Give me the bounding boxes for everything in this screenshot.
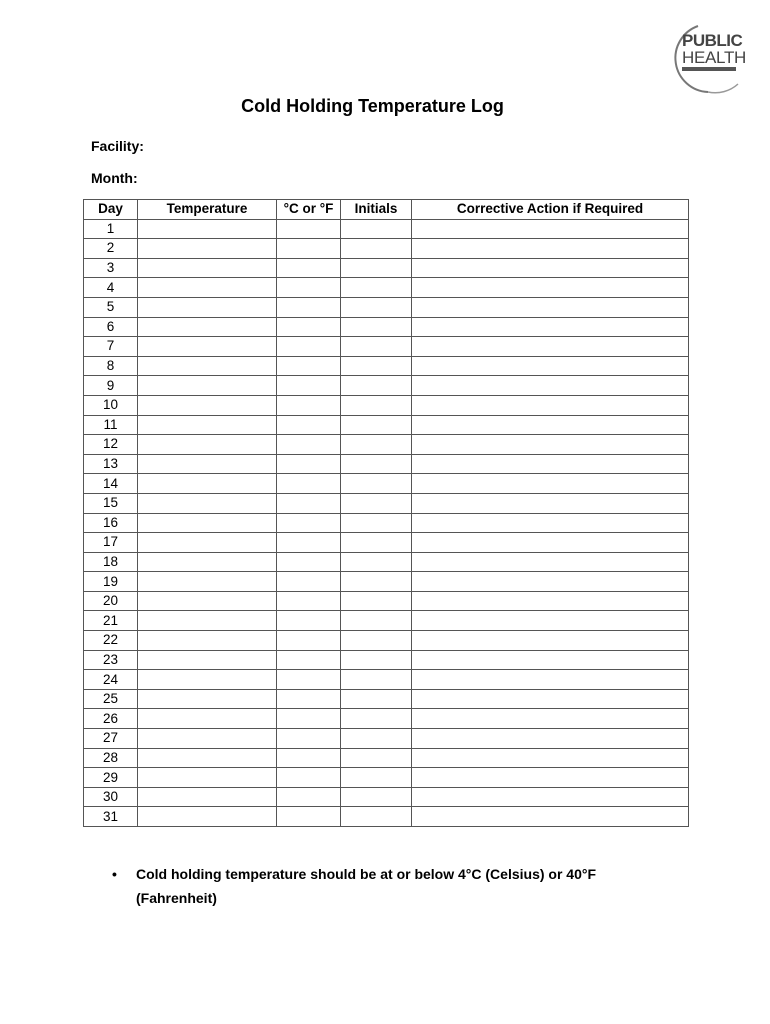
- initials-cell[interactable]: [341, 454, 412, 474]
- day-cell: 28: [84, 748, 138, 768]
- temperature-cell[interactable]: [138, 631, 277, 651]
- day-cell: 12: [84, 435, 138, 455]
- temperature-cell[interactable]: [138, 454, 277, 474]
- initials-cell[interactable]: [341, 689, 412, 709]
- table-row: [84, 376, 689, 396]
- unit-cell[interactable]: [277, 807, 341, 827]
- day-cell: 18: [84, 552, 138, 572]
- unit-cell[interactable]: [277, 591, 341, 611]
- initials-cell[interactable]: [341, 415, 412, 435]
- table-row: [84, 435, 689, 455]
- temperature-cell[interactable]: [138, 729, 277, 749]
- corrective-action-cell[interactable]: [412, 631, 689, 651]
- day-cell: 11: [84, 415, 138, 435]
- day-cell: 3: [84, 258, 138, 278]
- corrective-action-cell[interactable]: [412, 768, 689, 788]
- table-row: [84, 709, 689, 729]
- corrective-action-cell[interactable]: [412, 395, 689, 415]
- corrective-action-cell[interactable]: [412, 591, 689, 611]
- temperature-cell[interactable]: [138, 513, 277, 533]
- corrective-action-cell[interactable]: [412, 552, 689, 572]
- initials-cell[interactable]: [341, 787, 412, 807]
- temperature-cell[interactable]: [138, 709, 277, 729]
- corrective-action-cell[interactable]: [412, 748, 689, 768]
- initials-cell[interactable]: [341, 395, 412, 415]
- corrective-action-cell[interactable]: [412, 219, 689, 239]
- corrective-action-cell[interactable]: [412, 239, 689, 259]
- day-cell: 1: [84, 219, 138, 239]
- temperature-cell[interactable]: [138, 435, 277, 455]
- day-cell: 16: [84, 513, 138, 533]
- temperature-cell[interactable]: [138, 591, 277, 611]
- day-cell: 31: [84, 807, 138, 827]
- table-row: [84, 356, 689, 376]
- corrective-action-cell[interactable]: [412, 689, 689, 709]
- unit-cell[interactable]: [277, 297, 341, 317]
- temperature-cell[interactable]: [138, 376, 277, 396]
- table-row: [84, 807, 689, 827]
- day-cell: 17: [84, 533, 138, 553]
- temperature-cell[interactable]: [138, 689, 277, 709]
- initials-cell[interactable]: [341, 533, 412, 553]
- day-cell: 8: [84, 356, 138, 376]
- corrective-action-cell[interactable]: [412, 572, 689, 592]
- table-row: [84, 533, 689, 553]
- day-cell: 29: [84, 768, 138, 788]
- temperature-cell[interactable]: [138, 219, 277, 239]
- public-health-logo: [668, 22, 748, 94]
- unit-cell[interactable]: [277, 219, 341, 239]
- corrective-action-cell[interactable]: [412, 317, 689, 337]
- unit-cell[interactable]: [277, 435, 341, 455]
- initials-cell[interactable]: [341, 591, 412, 611]
- corrective-action-cell[interactable]: [412, 650, 689, 670]
- table-row: [84, 493, 689, 513]
- unit-cell[interactable]: [277, 572, 341, 592]
- table-row: [84, 415, 689, 435]
- corrective-action-cell[interactable]: [412, 356, 689, 376]
- day-cell: 30: [84, 787, 138, 807]
- initials-cell[interactable]: [341, 670, 412, 690]
- corrective-action-cell[interactable]: [412, 729, 689, 749]
- day-cell: 24: [84, 670, 138, 690]
- unit-cell[interactable]: [277, 631, 341, 651]
- temperature-cell[interactable]: [138, 317, 277, 337]
- initials-cell[interactable]: [341, 650, 412, 670]
- temperature-cell[interactable]: [138, 787, 277, 807]
- initials-cell[interactable]: [341, 337, 412, 357]
- unit-cell[interactable]: [277, 552, 341, 572]
- table-header-row: [84, 200, 689, 220]
- initials-cell[interactable]: [341, 748, 412, 768]
- unit-cell[interactable]: [277, 356, 341, 376]
- table-row: [84, 689, 689, 709]
- temperature-cell[interactable]: [138, 572, 277, 592]
- day-cell: 27: [84, 729, 138, 749]
- temperature-cell[interactable]: [138, 474, 277, 494]
- unit-cell[interactable]: [277, 278, 341, 298]
- day-cell: 4: [84, 278, 138, 298]
- day-cell: 22: [84, 631, 138, 651]
- corrective-action-cell[interactable]: [412, 474, 689, 494]
- month-label: Month:: [91, 170, 138, 186]
- temperature-cell[interactable]: [138, 748, 277, 768]
- temperature-cell[interactable]: [138, 278, 277, 298]
- temperature-cell[interactable]: [138, 239, 277, 259]
- initials-cell[interactable]: [341, 297, 412, 317]
- header-day: Day: [84, 200, 138, 220]
- initials-cell[interactable]: [341, 768, 412, 788]
- logo-bar: [682, 67, 736, 71]
- day-cell: 21: [84, 611, 138, 631]
- unit-cell[interactable]: [277, 729, 341, 749]
- table-row: [84, 572, 689, 592]
- day-cell: 13: [84, 454, 138, 474]
- facility-label: Facility:: [91, 138, 144, 154]
- temperature-cell[interactable]: [138, 533, 277, 553]
- initials-cell[interactable]: [341, 729, 412, 749]
- day-cell: 9: [84, 376, 138, 396]
- header-initials: Initials: [341, 200, 412, 220]
- initials-cell[interactable]: [341, 572, 412, 592]
- initials-cell[interactable]: [341, 278, 412, 298]
- table-row: [84, 278, 689, 298]
- table-row: [84, 239, 689, 259]
- temperature-cell[interactable]: [138, 337, 277, 357]
- initials-cell[interactable]: [341, 376, 412, 396]
- table-row: [84, 337, 689, 357]
- corrective-action-cell[interactable]: [412, 533, 689, 553]
- corrective-action-cell[interactable]: [412, 297, 689, 317]
- temperature-log-table: [83, 199, 689, 827]
- corrective-action-cell[interactable]: [412, 435, 689, 455]
- day-cell: 2: [84, 239, 138, 259]
- day-cell: 6: [84, 317, 138, 337]
- day-cell: 15: [84, 493, 138, 513]
- unit-cell[interactable]: [277, 376, 341, 396]
- corrective-action-cell[interactable]: [412, 787, 689, 807]
- temperature-cell[interactable]: [138, 356, 277, 376]
- temperature-cell[interactable]: [138, 395, 277, 415]
- temperature-cell[interactable]: [138, 768, 277, 788]
- temperature-cell[interactable]: [138, 552, 277, 572]
- temperature-cell[interactable]: [138, 493, 277, 513]
- initials-cell[interactable]: [341, 258, 412, 278]
- temperature-cell[interactable]: [138, 297, 277, 317]
- corrective-action-cell[interactable]: [412, 709, 689, 729]
- corrective-action-cell[interactable]: [412, 611, 689, 631]
- corrective-action-cell[interactable]: [412, 493, 689, 513]
- table-row: [84, 258, 689, 278]
- unit-cell[interactable]: [277, 415, 341, 435]
- corrective-action-cell[interactable]: [412, 258, 689, 278]
- unit-cell[interactable]: [277, 493, 341, 513]
- header-temperature: Temperature: [138, 200, 277, 220]
- table-row: [84, 297, 689, 317]
- corrective-action-cell[interactable]: [412, 278, 689, 298]
- unit-cell[interactable]: [277, 474, 341, 494]
- day-cell: 20: [84, 591, 138, 611]
- unit-cell[interactable]: [277, 533, 341, 553]
- corrective-action-cell[interactable]: [412, 807, 689, 827]
- corrective-action-cell[interactable]: [412, 513, 689, 533]
- initials-cell[interactable]: [341, 709, 412, 729]
- table-row: [84, 474, 689, 494]
- table-row: [84, 513, 689, 533]
- initials-cell[interactable]: [341, 513, 412, 533]
- table-row: [84, 611, 689, 631]
- table-row: [84, 768, 689, 788]
- table-row: [84, 317, 689, 337]
- corrective-action-cell[interactable]: [412, 376, 689, 396]
- table-row: [84, 591, 689, 611]
- day-cell: 19: [84, 572, 138, 592]
- corrective-action-cell[interactable]: [412, 670, 689, 690]
- day-cell: 14: [84, 474, 138, 494]
- header-corrective-action: Corrective Action if Required: [412, 200, 689, 220]
- day-cell: 5: [84, 297, 138, 317]
- unit-cell[interactable]: [277, 337, 341, 357]
- temperature-cell[interactable]: [138, 807, 277, 827]
- initials-cell[interactable]: [341, 807, 412, 827]
- temperature-cell[interactable]: [138, 611, 277, 631]
- day-cell: 10: [84, 395, 138, 415]
- page-title: Cold Holding Temperature Log: [241, 96, 504, 116]
- table-row: [84, 631, 689, 651]
- logo-line-1: PUBLIC: [682, 31, 743, 50]
- initials-cell[interactable]: [341, 611, 412, 631]
- initials-cell[interactable]: [341, 239, 412, 259]
- day-cell: 23: [84, 650, 138, 670]
- temperature-cell[interactable]: [138, 650, 277, 670]
- table-row: [84, 787, 689, 807]
- unit-cell[interactable]: [277, 317, 341, 337]
- day-cell: 25: [84, 689, 138, 709]
- table-row: [84, 395, 689, 415]
- table-row: [84, 670, 689, 690]
- initials-cell[interactable]: [341, 317, 412, 337]
- temperature-cell[interactable]: [138, 670, 277, 690]
- corrective-action-cell[interactable]: [412, 415, 689, 435]
- unit-cell[interactable]: [277, 239, 341, 259]
- unit-cell[interactable]: [277, 748, 341, 768]
- unit-cell[interactable]: [277, 670, 341, 690]
- table-row: [84, 454, 689, 474]
- day-cell: 26: [84, 709, 138, 729]
- initials-cell[interactable]: [341, 435, 412, 455]
- note-text: Cold holding temperature should be at or below 4°C (Celsius) or 40°F (Fahrenheit): [136, 866, 597, 906]
- table-row: [84, 219, 689, 239]
- initials-cell[interactable]: [341, 219, 412, 239]
- unit-cell[interactable]: [277, 650, 341, 670]
- note-item: [112, 862, 632, 910]
- initials-cell[interactable]: [341, 631, 412, 651]
- table-row: [84, 552, 689, 572]
- corrective-action-cell[interactable]: [412, 337, 689, 357]
- initials-cell[interactable]: [341, 356, 412, 376]
- unit-cell[interactable]: [277, 709, 341, 729]
- table-row: [84, 650, 689, 670]
- temperature-cell[interactable]: [138, 415, 277, 435]
- day-cell: 7: [84, 337, 138, 357]
- unit-cell[interactable]: [277, 258, 341, 278]
- unit-cell[interactable]: [277, 513, 341, 533]
- table-body: [84, 219, 689, 826]
- unit-cell[interactable]: [277, 689, 341, 709]
- unit-cell[interactable]: [277, 787, 341, 807]
- corrective-action-cell[interactable]: [412, 454, 689, 474]
- table-row: [84, 748, 689, 768]
- temperature-cell[interactable]: [138, 258, 277, 278]
- logo-line-2: HEALTH: [682, 48, 747, 67]
- initials-cell[interactable]: [341, 474, 412, 494]
- unit-cell[interactable]: [277, 395, 341, 415]
- initials-cell[interactable]: [341, 493, 412, 513]
- unit-cell[interactable]: [277, 768, 341, 788]
- unit-cell[interactable]: [277, 454, 341, 474]
- table-row: [84, 729, 689, 749]
- header-unit: °C or °F: [277, 200, 341, 220]
- initials-cell[interactable]: [341, 552, 412, 572]
- unit-cell[interactable]: [277, 611, 341, 631]
- bullet-icon: •: [112, 866, 117, 882]
